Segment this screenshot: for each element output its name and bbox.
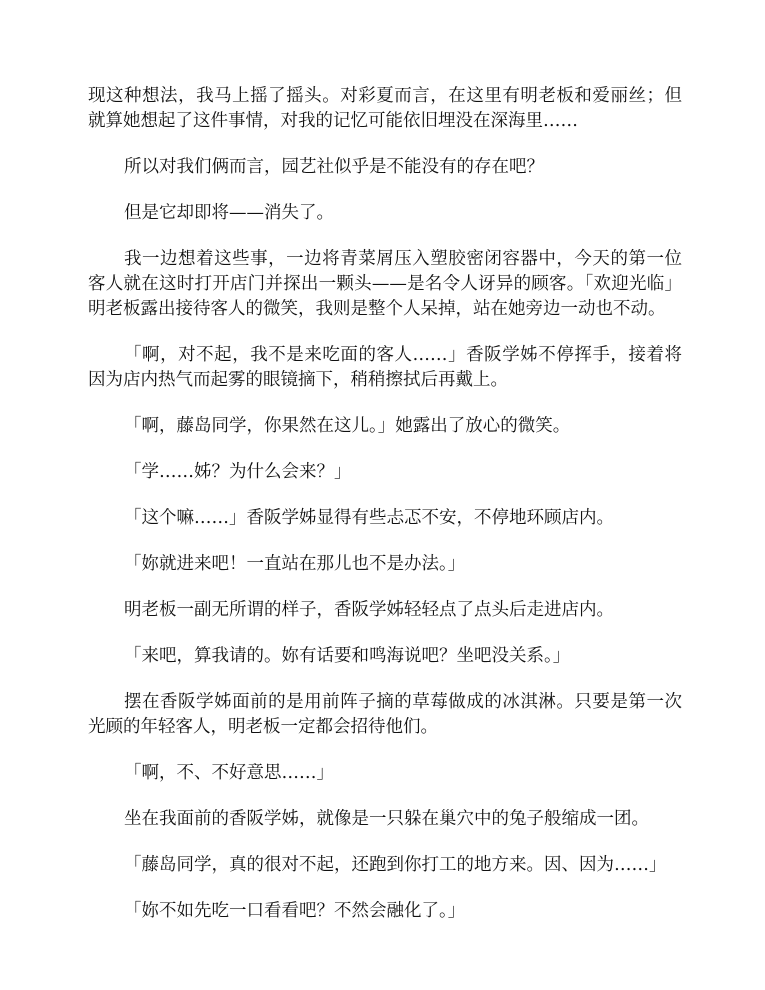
paragraph: 「啊，藤岛同学，你果然在这儿。」她露出了放心的微笑。: [124, 416, 571, 436]
document-page: [88, 84, 682, 945]
paragraph: 「学……姊？为什么会来？」: [124, 462, 352, 482]
paragraph: 「啊，对不起，我不是来吃面的客人……」香阪学姊不停挥手，接着将因为店内热气而起雾的眼镜摘下，稍稍擦拭后再戴上。: [88, 345, 682, 390]
paragraph: 但是它却即将——消失了。: [124, 203, 334, 223]
paragraph: 「藤岛同学，真的很对不起，还跑到你打工的地方来。因、因为……」: [124, 855, 667, 875]
paragraph: 坐在我面前的香阪学姊，就像是一只躲在巢穴中的兔子般缩成一团。: [124, 809, 649, 829]
paragraph: 「这个嘛……」香阪学姊显得有些忐忑不安，不停地环顾店内。: [124, 508, 614, 528]
paragraph: 「来吧，算我请的。妳有话要和鸣海说吧？坐吧没关系。」: [124, 646, 571, 666]
paragraph: 摆在香阪学姊面前的是用前阵子摘的草莓做成的冰淇淋。只要是第一次光顾的年轻客人，明老板一定都会招待他们。: [88, 692, 682, 737]
paragraph: 所以对我们俩而言，园艺社似乎是不能没有的存在吧？: [124, 157, 544, 177]
paragraph: 「啊，不、不好意思……」: [124, 763, 334, 783]
paragraph: 「妳就进来吧！一直站在那儿也不是办法。」: [124, 554, 466, 574]
paragraph: 现这种想法，我马上摇了摇头。对彩夏而言，在这里有明老板和爱丽丝；但就算她想起了这件事情，对我的记忆可能依旧埋没在深海里……: [88, 86, 682, 131]
paragraph: 明老板一副无所谓的样子，香阪学姊轻轻点了点头后走进店内。: [124, 600, 614, 620]
paragraph: 我一边想着这些事，一边将青菜屑压入塑胶密闭容器中，今天的第一位客人就在这时打开店门并探出一颗头——是名令人讶异的顾客。「欢迎光临」明老板露出接待客人的微笑，我则是整个人呆掉，站在她旁边一动也不动。: [88, 249, 682, 319]
paragraph: 「妳不如先吃一口看看吧？不然会融化了。」: [124, 901, 466, 921]
